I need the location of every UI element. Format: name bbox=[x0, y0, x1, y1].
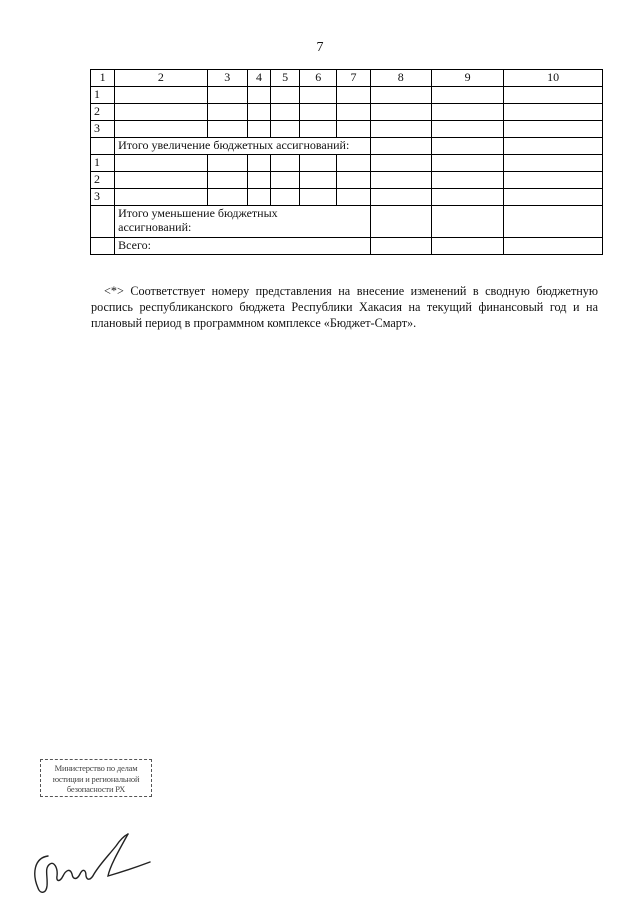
row-number: 3 bbox=[91, 189, 115, 206]
row-number: 2 bbox=[91, 172, 115, 189]
footnote: <*> Соответствует номеру представления на внесение изменений в сводную бюджетную роспись республиканского бюджета Республики Хакасия на текущий финансовый год и на плановый период в программном комплексе «Бюджет-Смарт». bbox=[91, 284, 598, 330]
table-row bbox=[91, 87, 603, 104]
grand-total-label: Всего: bbox=[115, 238, 370, 255]
grand-total-row bbox=[91, 238, 603, 255]
column-header: 4 bbox=[247, 70, 270, 87]
total-decrease-row bbox=[91, 206, 603, 238]
total-decrease-label: Итого уменьшение бюджетных ассигнований: bbox=[115, 206, 370, 238]
table-header-row bbox=[91, 70, 603, 87]
page-number: 7 bbox=[316, 40, 324, 55]
table-row bbox=[91, 104, 603, 121]
table-row bbox=[91, 189, 603, 206]
table-row bbox=[91, 172, 603, 189]
column-header: 5 bbox=[271, 70, 300, 87]
row-number: 1 bbox=[91, 87, 115, 104]
column-header: 10 bbox=[504, 70, 603, 87]
signature bbox=[30, 828, 170, 898]
table-row bbox=[91, 121, 603, 138]
column-header: 9 bbox=[431, 70, 503, 87]
column-header: 7 bbox=[337, 70, 370, 87]
table-row bbox=[91, 155, 603, 172]
column-header: 3 bbox=[207, 70, 247, 87]
row-number: 3 bbox=[91, 121, 115, 138]
total-increase-row bbox=[91, 138, 603, 155]
column-header: 2 bbox=[115, 70, 208, 87]
column-header: 1 bbox=[91, 70, 115, 87]
column-header: 6 bbox=[300, 70, 337, 87]
total-increase-label: Итого увеличение бюджетных ассигнований: bbox=[115, 138, 370, 155]
budget-table bbox=[90, 69, 603, 255]
official-stamp: Министерство по делам юстиции и региональной безопасности РХ bbox=[40, 759, 152, 797]
row-number: 1 bbox=[91, 155, 115, 172]
row-number: 2 bbox=[91, 104, 115, 121]
column-header: 8 bbox=[370, 70, 431, 87]
